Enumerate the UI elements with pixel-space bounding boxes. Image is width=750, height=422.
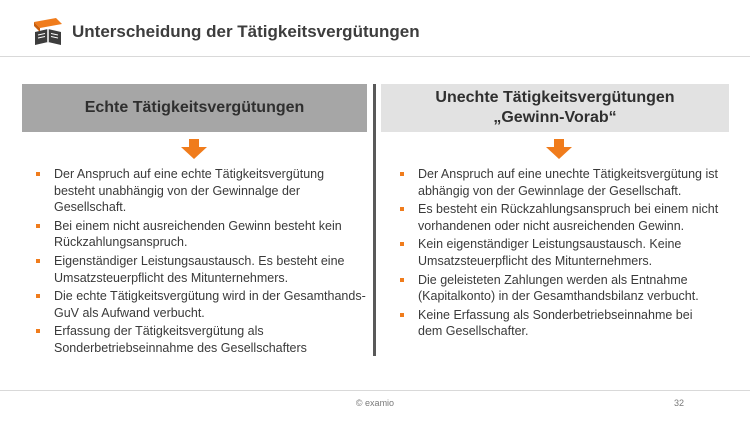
slide-header bbox=[0, 0, 750, 57]
bullet-icon bbox=[400, 242, 404, 246]
bullet-icon bbox=[400, 278, 404, 282]
echte-bullet-list bbox=[36, 166, 366, 359]
list-item bbox=[36, 288, 366, 321]
list-item bbox=[36, 166, 366, 216]
list-item-text: Kein eigenständiger Leistungsaustausch. Keine Umsatzsteuerpflicht des Mitunternehmers. bbox=[418, 237, 682, 268]
list-item bbox=[36, 253, 366, 286]
bullet-icon bbox=[36, 259, 40, 263]
list-item bbox=[36, 218, 366, 251]
bullet-icon bbox=[400, 207, 404, 211]
list-item-text: Eigenständiger Leistungsaustausch. Es besteht eine Umsatzsteuerpflicht des Mitunternehmers. bbox=[54, 253, 345, 285]
unechte-bullet-list bbox=[400, 166, 720, 342]
list-item-text: Bei einem nicht ausreichenden Gewinn besteht kein Rückzahlungsanspruch. bbox=[54, 218, 342, 250]
list-item bbox=[400, 272, 720, 305]
column-divider bbox=[373, 84, 376, 356]
list-item-text: Der Anspruch auf eine unechte Tätigkeitsvergütung ist abhängig von der Gewinnlage der Gesellschaft. bbox=[418, 167, 718, 198]
bullet-icon bbox=[36, 224, 40, 228]
bullet-icon bbox=[400, 313, 404, 317]
heading-unechte-taetigkeitsverguetungen bbox=[381, 84, 729, 132]
page-title: Unterscheidung der Tätigkeitsvergütungen bbox=[72, 22, 420, 41]
footer-divider bbox=[0, 390, 750, 391]
bullet-icon bbox=[36, 172, 40, 176]
heading-line: Echte Tätigkeitsvergütungen bbox=[84, 99, 305, 116]
list-item-text: Die echte Tätigkeitsvergütung wird in der Gesamthands-GuV als Aufwand verbucht. bbox=[54, 289, 366, 320]
list-item bbox=[400, 307, 720, 340]
list-item-text: Die geleisteten Zahlungen werden als Entnahme (Kapitalkonto) in der Gesamthandsbilanz verbucht. bbox=[418, 272, 699, 304]
header-divider bbox=[0, 56, 750, 57]
list-item-text: Keine Erfassung als Sonderbetriebseinnahme bei dem Gesellschafter. bbox=[418, 307, 693, 339]
copyright-text: © examio bbox=[355, 398, 395, 408]
heading-line: „Gewinn-Vorab“ bbox=[493, 109, 617, 126]
list-item bbox=[36, 323, 366, 356]
list-item-text: Der Anspruch auf eine echte Tätigkeitsvergütung besteht unabhängig von der Gewinnalge der Gesellschaft. bbox=[54, 167, 325, 215]
bullet-icon bbox=[400, 172, 404, 176]
arrow-down-icon bbox=[546, 139, 572, 159]
heading-line: Unechte Tätigkeitsvergütungen bbox=[435, 89, 675, 106]
book-graduation-cap-logo-icon bbox=[32, 18, 64, 48]
list-item bbox=[400, 166, 720, 199]
list-item-text: Erfassung der Tätigkeitsvergütung als Sonderbetriebseinnahme des Gesellschafters bbox=[54, 324, 307, 355]
heading-echte-taetigkeitsverguetungen bbox=[22, 84, 367, 132]
list-item-text: Es besteht ein Rückzahlungsanspruch bei einem nicht vorhandenen oder nicht ausreichenden Gewinn. bbox=[418, 202, 719, 233]
arrow-down-icon bbox=[181, 139, 207, 159]
bullet-icon bbox=[36, 294, 40, 298]
bullet-icon bbox=[36, 329, 40, 333]
page-number: 32 bbox=[674, 398, 685, 408]
list-item bbox=[400, 201, 720, 234]
list-item bbox=[400, 236, 720, 269]
